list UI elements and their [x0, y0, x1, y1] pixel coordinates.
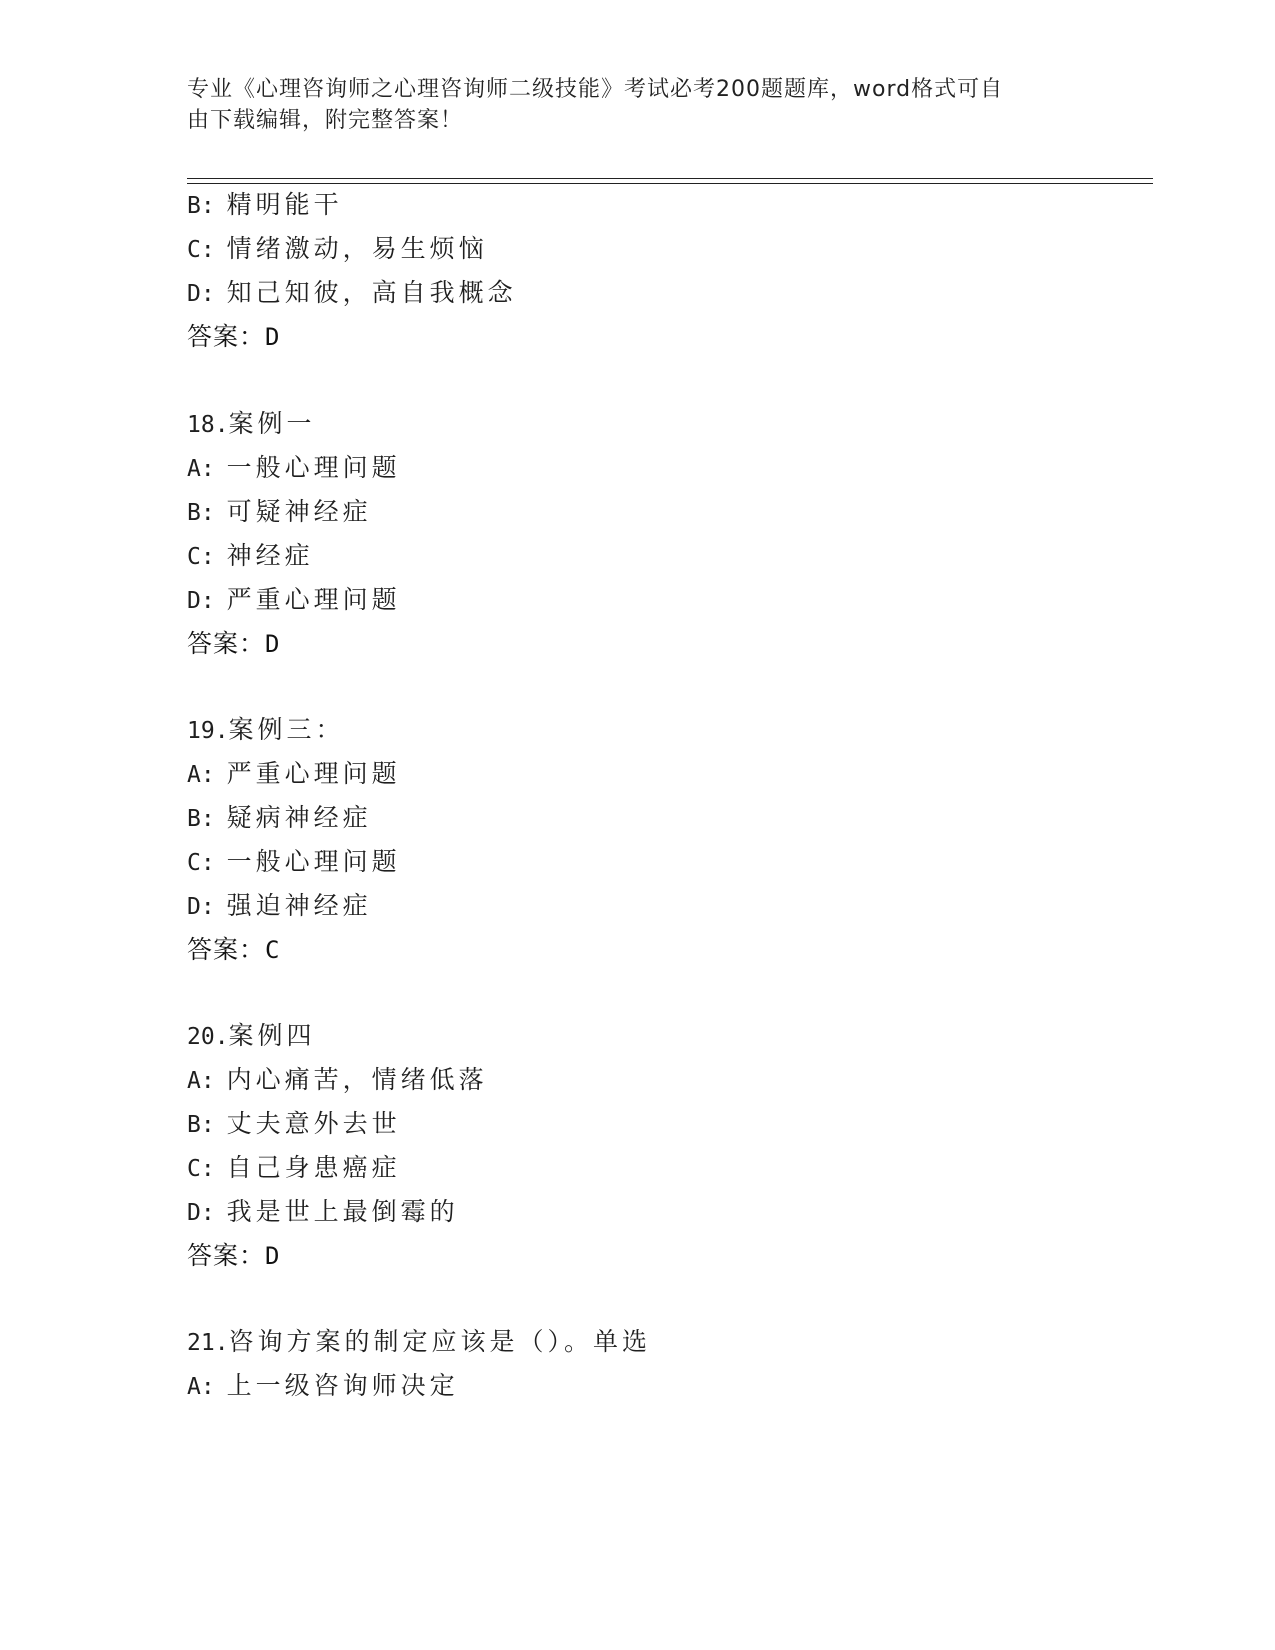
q20-option-c: C: 自己身患癌症	[187, 1153, 401, 1182]
q21-option-a: A: 上一级咨询师决定	[187, 1371, 459, 1400]
q18-option-a: A: 一般心理问题	[187, 453, 401, 482]
q18-option-c: C: 神经症	[187, 541, 314, 570]
q20-answer: 答案：D	[187, 1241, 281, 1270]
q19-option-d: D: 强迫神经症	[187, 891, 372, 920]
option-d: D: 知己知彼，高自我概念	[187, 278, 517, 307]
option-b: B: 精明能干	[187, 190, 343, 219]
q19-option-c: C: 一般心理问题	[187, 847, 401, 876]
header-line-1: 专业《心理咨询师之心理咨询师二级技能》考试必考200题题库，word格式可自	[187, 77, 1004, 102]
header-rule-bottom	[187, 183, 1153, 184]
header-line-2: 由下载编辑，附完整答案！	[187, 108, 464, 133]
q19-option-b: B: 疑病神经症	[187, 803, 372, 832]
q20-option-b: B: 丈夫意外去世	[187, 1109, 401, 1138]
answer: 答案：D	[187, 322, 281, 351]
q19-answer: 答案：C	[187, 935, 281, 964]
question-20: 20.案例四	[187, 1021, 316, 1050]
option-c: C: 情绪激动，易生烦恼	[187, 234, 488, 263]
question-19: 19.案例三：	[187, 715, 345, 744]
question-18: 18.案例一	[187, 409, 316, 438]
q18-answer: 答案：D	[187, 629, 281, 658]
q18-option-d: D: 严重心理问题	[187, 585, 401, 614]
q20-option-a: A: 内心痛苦，情绪低落	[187, 1065, 488, 1094]
q19-option-a: A: 严重心理问题	[187, 759, 401, 788]
q20-option-d: D: 我是世上最倒霉的	[187, 1197, 459, 1226]
question-21: 21.咨询方案的制定应该是（）。单选	[187, 1327, 652, 1356]
document-header	[187, 74, 1067, 136]
header-rule-top	[187, 178, 1153, 179]
q18-option-b: B: 可疑神经症	[187, 497, 372, 526]
